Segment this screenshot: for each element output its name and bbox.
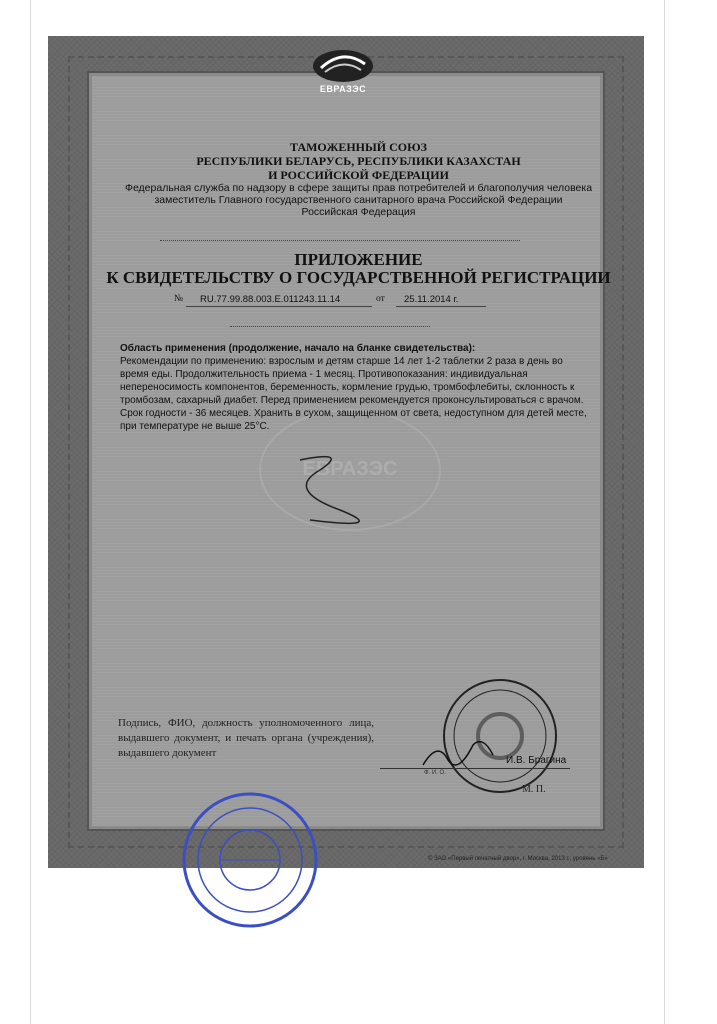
title-line1: ПРИЛОЖЕНИЕ (294, 250, 423, 269)
agency-underline (160, 240, 520, 241)
svg-text:ЕВРАЗЭС: ЕВРАЗЭС (302, 458, 398, 480)
registration-number: RU.77.99.88.003.Е.011243.11.14 (200, 294, 341, 305)
content-body (120, 342, 590, 433)
handwritten-signature (280, 450, 400, 530)
title-line2: К СВИДЕТЕЛЬСТВУ О ГОСУДАРСТВЕННОЙ РЕГИСТРАЦИИ (106, 268, 611, 287)
content-text: Рекомендации по применению: взрослым и детям старше 14 лет 1-2 таблетки 2 раза в день во время еды. Продолжительность приема - 1 месяц. Противопоказания: индивидуальная непереносимость компонентов, беременность, кормление грудью, тромбофлебиты, склонность к тромбозам, сахарный диабет. Перед применением рекомендуется проконсультироваться с врачом. Срок годности - 36 месяцев. Хранить в сухом, защищенном от света, недоступном для детей месте, при температуре не выше 25°С. (120, 356, 587, 432)
logo-label: ЕВРАЗЭС (319, 84, 367, 94)
reg-underline-fine (230, 326, 430, 327)
blue-company-stamp (180, 790, 320, 930)
date-label: от (376, 294, 385, 304)
registration-date: 25.11.2014 г. (404, 294, 459, 305)
fio-line (380, 768, 570, 769)
agency-line1: Федеральная служба по надзору в сфере защиты прав потребителей и благополучия человека (124, 182, 593, 194)
eurasec-logo (303, 44, 383, 98)
date-underline (396, 306, 486, 307)
signature-bragina (418, 735, 498, 775)
agency-line2: заместитель Главного государственного санитарного врача Российской Федерации (154, 194, 563, 206)
header-line2: РЕСПУБЛИКИ БЕЛАРУСЬ, РЕСПУБЛИКИ КАЗАХСТАН (196, 154, 521, 168)
header-line1: ТАМОЖЕННЫЙ СОЮЗ (290, 140, 427, 154)
signature-caption: Подпись, ФИО, должность уполномоченного лица, выдавшего документ, и печать органа (учреждения), выдавшего документ (118, 717, 374, 759)
number-underline (186, 306, 372, 307)
signer-name: И.В. Брагина (506, 755, 567, 766)
printer-imprint: © ЗАО «Первый печатный двор», г. Москва, 2013 г., уровень «Б» (428, 856, 608, 862)
stamp-place-label: М. П. (522, 784, 546, 795)
agency-line3: Российская Федерация (301, 206, 416, 218)
fio-caption: Ф. И. О. (424, 770, 446, 776)
content-heading: Область применения (продолжение, начало на бланке свидетельства): (120, 343, 476, 354)
number-label: № (174, 294, 184, 304)
header-line3: И РОССИЙСКОЙ ФЕДЕРАЦИИ (268, 168, 449, 182)
